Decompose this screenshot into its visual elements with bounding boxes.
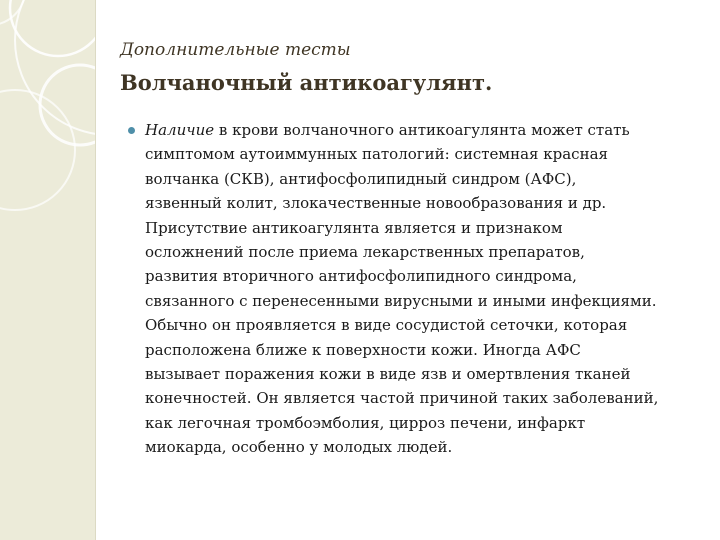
slide-subtitle: Дополнительные тесты <box>120 40 351 60</box>
decorative-side-band <box>0 0 95 540</box>
paragraph-line: конечностей. Он является частой причиной таких заболеваний, <box>145 389 659 408</box>
paragraph-line: вызывает поражения кожи в виде язв и омертвления тканей <box>145 365 631 384</box>
decorative-circle <box>10 0 95 56</box>
decorative-circle <box>15 0 95 135</box>
bullet-paragraph <box>145 118 705 460</box>
paragraph-line: Присутствие антикоагулянта является и признаком <box>145 218 563 237</box>
paragraph-line: связанного с перенесенными вирусными и иными инфекциями. <box>145 291 657 310</box>
first-line-text: в крови волчаночного антикоагулянта может стать <box>214 121 630 139</box>
paragraph-line: как легочная тромбоэмболия, цирроз печени, инфаркт <box>145 413 586 432</box>
paragraph-line: осложнений после приема лекарственных препаратов, <box>145 243 585 262</box>
paragraph-line: Обычно он проявляется в виде сосудистой сеточки, которая <box>145 316 628 335</box>
paragraph-line: волчанка (СКВ), антифосфолипидный синдром (АФС), <box>145 169 577 188</box>
lead-word: Наличие <box>145 121 215 139</box>
paragraph-line: развития вторичного антифосфолипидного синдрома, <box>145 267 577 286</box>
paragraph-line: расположена ближе к поверхности кожи. Иногда АФС <box>145 340 581 359</box>
paragraph-line: симптомом аутоиммунных патологий: системная красная <box>145 145 608 164</box>
band-divider <box>95 0 96 540</box>
paragraph-line <box>145 118 705 142</box>
slide-title: Волчаночный антикоагулянт. <box>120 70 493 95</box>
bullet-icon <box>128 127 135 134</box>
decorative-circle <box>0 90 75 210</box>
paragraph-line: миокарда, особенно у молодых людей. <box>145 438 453 457</box>
decorative-circles <box>0 0 95 540</box>
paragraph-line: язвенный колит, злокачественные новообразования и др. <box>145 194 607 213</box>
